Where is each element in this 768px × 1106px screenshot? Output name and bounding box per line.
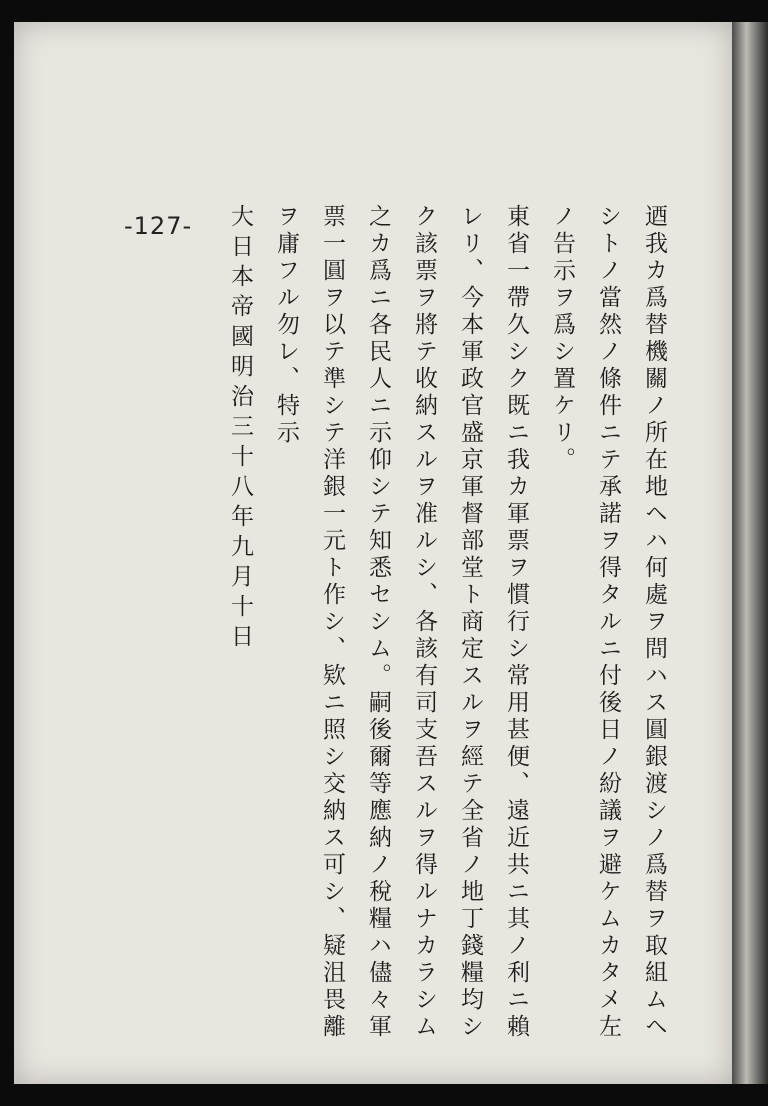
text-column-1: 迺我カ爲替機關ノ所在地ヘハ何處ヲ問ハス圓銀渡シノ爲替ヲ取組ムヘ xyxy=(641,204,667,1041)
text-column-2: シトノ當然ノ條件ニテ承諾ヲ得タルニ付後日ノ紛議ヲ避ケムカタメ左 xyxy=(595,204,621,1041)
text-column-5: レリ、今本軍政官盛京軍督部堂ト商定スルヲ經テ全省ノ地丁錢糧均シ xyxy=(457,204,483,1041)
facing-page-edge xyxy=(732,22,768,1084)
text-column-9: ヲ庸フル勿レ、特示 xyxy=(273,204,299,447)
text-column-4: 東省一帶久シク既ニ我カ軍票ヲ慣行シ常用甚便、遠近共ニ其ノ利ニ賴 xyxy=(503,204,529,1041)
date-column: 大日本帝國明治三十八年九月十日 xyxy=(227,204,253,654)
text-column-7: 之カ爲ニ各民人ニ示仰シテ知悉セシム。嗣後爾等應納ノ稅糧ハ儘々軍 xyxy=(365,204,391,1041)
page-number: -127- xyxy=(124,212,193,240)
text-column-6: ク該票ヲ將テ收納スルヲ准ルシ、各該有司支吾スルヲ得ルナカラシム xyxy=(411,204,437,1041)
text-column-3: ノ告示ヲ爲シ置ケリ。 xyxy=(549,204,575,474)
document-page xyxy=(14,22,732,1084)
text-column-8: 票一圓ヲ以テ準シテ洋銀一元ト作シ、欵ニ照シ交納ス可シ、疑沮畏離 xyxy=(319,204,345,1041)
